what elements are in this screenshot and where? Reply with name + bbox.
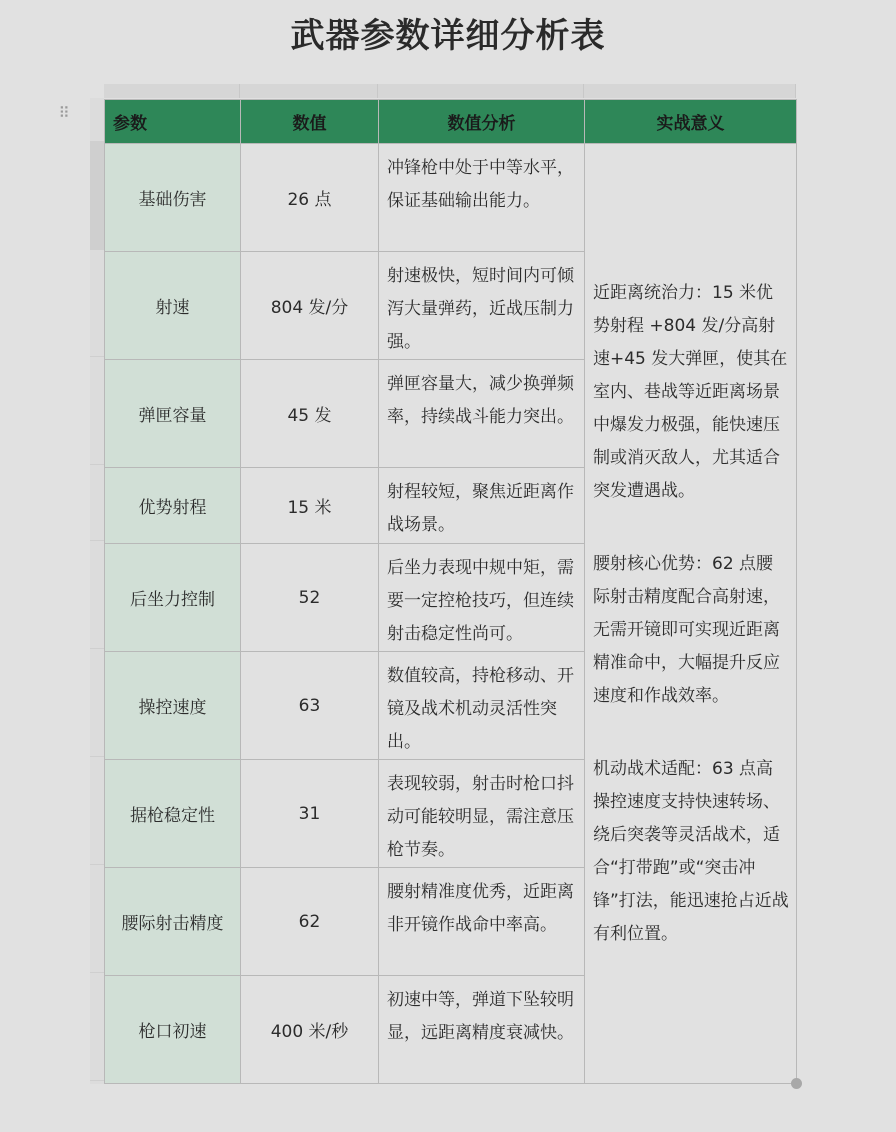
analysis-cell[interactable]: 射速极快，短时间内可倾泻大量弹药，近战压制力强。	[379, 252, 585, 360]
table-row	[105, 144, 797, 252]
analysis-cell[interactable]: 初速中等，弹道下坠较明显，远距离精度衰减快。	[379, 976, 585, 1084]
param-cell[interactable]: 操控速度	[105, 652, 241, 760]
analysis-cell[interactable]: 表现较弱，射击时枪口抖动可能较明显，需注意压枪节奏。	[379, 760, 585, 868]
analysis-cell[interactable]: 射程较短，聚焦近距离作战场景。	[379, 468, 585, 544]
row-handle[interactable]	[90, 973, 104, 1081]
significance-hipfire: 腰射核心优势：62 点腰际射击精度配合高射速，无需开镜即可实现近距离精准命中，大幅提升反应速度和作战效率。	[593, 554, 780, 706]
value-cell[interactable]: 26 点	[241, 144, 379, 252]
value-cell[interactable]: 62	[241, 868, 379, 976]
analysis-cell[interactable]: 冲锋枪中处于中等水平，保证基础输出能力。	[379, 144, 585, 252]
value-cell[interactable]: 45 发	[241, 360, 379, 468]
value-cell[interactable]: 400 米/秒	[241, 976, 379, 1084]
column-handle-3[interactable]	[378, 84, 584, 98]
row-handle[interactable]	[90, 541, 104, 649]
row-handle[interactable]	[90, 98, 104, 142]
table-header-row	[105, 100, 797, 144]
header-analysis[interactable]: 数值分析	[379, 100, 585, 144]
row-handle[interactable]	[90, 649, 104, 757]
value-cell[interactable]: 63	[241, 652, 379, 760]
header-significance[interactable]: 实战意义	[585, 100, 797, 144]
significance-mobility: 机动战术适配：63 点高操控速度支持快速转场、绕后突袭等灵活战术，适合“打带跑”或“突击冲锋”打法，能迅速抢占近战有利位置。	[593, 759, 789, 944]
weapon-params-table	[104, 99, 797, 1084]
page-title: 武器参数详细分析表	[290, 16, 606, 56]
param-cell[interactable]: 射速	[105, 252, 241, 360]
row-handle[interactable]	[90, 357, 104, 465]
row-header-strip[interactable]	[90, 98, 104, 1084]
analysis-cell[interactable]: 腰射精准度优秀，近距离非开镜作战命中率高。	[379, 868, 585, 976]
value-cell[interactable]: 52	[241, 544, 379, 652]
analysis-cell[interactable]: 后坐力表现中规中矩，需要一定控枪技巧，但连续射击稳定性尚可。	[379, 544, 585, 652]
row-handle[interactable]	[90, 250, 104, 357]
column-handle-2[interactable]	[240, 84, 378, 98]
param-cell[interactable]: 枪口初速	[105, 976, 241, 1084]
analysis-cell[interactable]: 弹匣容量大，减少换弹频率，持续战斗能力突出。	[379, 360, 585, 468]
header-value[interactable]: 数值	[241, 100, 379, 144]
param-cell[interactable]: 弹匣容量	[105, 360, 241, 468]
column-handle-1[interactable]	[104, 84, 240, 98]
significance-cell[interactable]	[585, 144, 797, 1084]
column-handle-4[interactable]	[584, 84, 796, 98]
header-param[interactable]: 参数	[105, 100, 241, 144]
analysis-cell[interactable]: 数值较高，持枪移动、开镜及战术机动灵活性突出。	[379, 652, 585, 760]
param-cell[interactable]: 腰际射击精度	[105, 868, 241, 976]
row-handle[interactable]	[90, 865, 104, 973]
column-header-strip[interactable]	[104, 84, 796, 98]
row-handle[interactable]	[90, 142, 104, 250]
value-cell[interactable]: 31	[241, 760, 379, 868]
value-cell[interactable]: 15 米	[241, 468, 379, 544]
table-resize-handle[interactable]	[791, 1078, 802, 1089]
drag-handle-icon[interactable]: ⠿	[58, 104, 70, 122]
significance-close-range: 近距离统治力：15 米优势射程 +804 发/分高射速+45 发大弹匣，使其在室内、巷战等近距离场景中爆发力极强，能快速压制或消灭敌人，尤其适合突发遭遇战。	[593, 283, 788, 501]
param-cell[interactable]: 据枪稳定性	[105, 760, 241, 868]
row-handle[interactable]	[90, 465, 104, 541]
param-cell[interactable]: 后坐力控制	[105, 544, 241, 652]
row-handle[interactable]	[90, 757, 104, 865]
param-cell[interactable]: 基础伤害	[105, 144, 241, 252]
param-cell[interactable]: 优势射程	[105, 468, 241, 544]
value-cell[interactable]: 804 发/分	[241, 252, 379, 360]
